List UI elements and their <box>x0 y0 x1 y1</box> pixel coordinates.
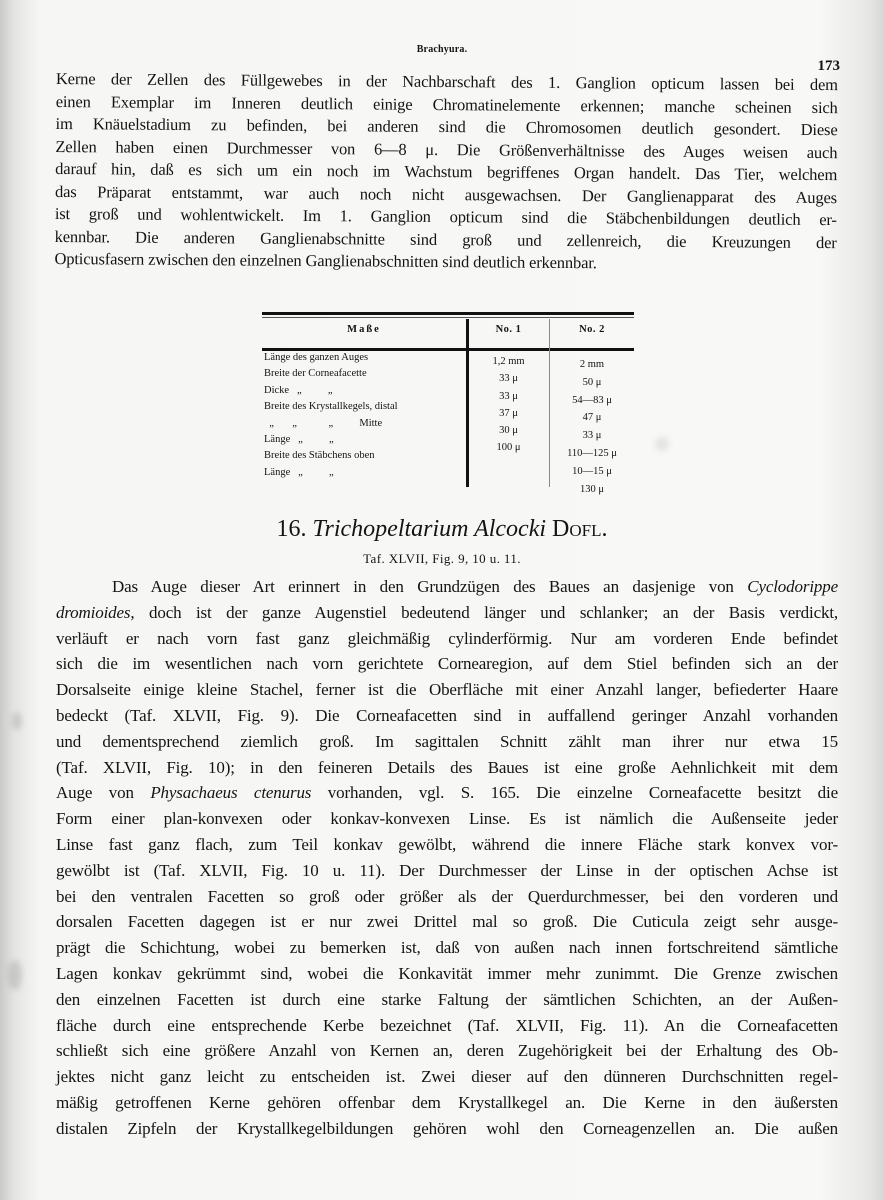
text-line: gewölbt ist (Taf. XLVII, Fig. 10 u. 11). Der Durchmesser der Linse in der optischen Achse ist <box>56 860 838 880</box>
table-cell-no1: 100 μ <box>496 442 521 454</box>
table-cell-no2: 33 μ <box>582 430 602 442</box>
text-run: Das Auge dieser Art erinnert in den Grundzügen des Baues an dasjenige von <box>112 577 748 596</box>
table-cell-no1: 37 μ <box>499 407 518 419</box>
scan-blot <box>8 960 22 990</box>
table-cell-no2: 110—125 μ <box>567 447 617 459</box>
text-line: mäßig getroffenen Kerne gehören offenbar dem Krystallkegel an. Die Kerne in den äußersten <box>56 1092 838 1112</box>
text-line: darauf hin, daß es sich um ein noch im Wachstum begriffenes Organ handelt. Das Tier, welchem <box>55 158 838 185</box>
table-cell-no1: 1,2 mm <box>492 356 525 367</box>
table-no1-column <box>468 353 549 491</box>
table-row-label: Länge „ „ <box>264 466 334 478</box>
text-line: Opticusfasern zwischen den einzelnen Ganglienabschnitten sind deutlich erkennbar. <box>54 248 597 273</box>
running-head: Brachyura. <box>416 44 468 55</box>
text-line: den einzelnen Facetten ist durch eine starke Faltung der sämtlichen Schichten, an der Außen- <box>56 989 838 1009</box>
species-italic: Physachaeus ctenurus <box>150 783 312 803</box>
table-cell-no2: 130 μ <box>579 483 604 495</box>
text-line: schließt sich eine größere Anzahl von Kernen an, deren Zugehörigkeit bei der Erhaltung des Ob- <box>56 1041 838 1061</box>
table-row-label: Länge „ „ <box>264 433 334 445</box>
text-line: einen Exemplar im Inneren deutlich einige Chromatinelemente erkennen; manche scheinen sich <box>55 91 838 117</box>
table-header-measure: Maße <box>347 324 381 335</box>
text-line: distalen Zipfeln der Krystallkegelbildungen gehören wohl den Corneagenzellen an. Die außen <box>56 1118 838 1138</box>
table-cell-no1: 33 μ <box>499 373 518 385</box>
text-line: Linse fast ganz flach, zum Teil konkav gewölbt, während die innere Fläche stark konvex vor- <box>56 834 838 854</box>
table-label-column <box>264 350 464 481</box>
table-row-label: Länge des ganzen Auges <box>264 352 369 363</box>
main-paragraph <box>56 574 838 1142</box>
top-paragraph <box>54 68 838 277</box>
table-header-no1: No. 1 <box>495 324 522 335</box>
text-line: (Taf. XLVII, Fig. 10); in den feineren Details des Baues ist eine große Aehnlichkeit mit dem <box>56 757 838 777</box>
table-row-label: Dicke „ „ <box>264 384 333 396</box>
table-cell-no2: 50 μ <box>582 376 602 388</box>
table-cell-no2: 10—15 μ <box>572 465 612 477</box>
text-line: Form einer plan-konvexen oder konkav-konvexen Linse. Es ist nämlich die Außenseite jeder <box>56 809 838 829</box>
text-line: dorsalen Facetten dagegen ist er nur zwei Drittel mal so groß. Die Cuticula zeigt sehr ausge- <box>56 912 838 932</box>
text-line: Lagen konkav gekrümmt sind, wobei die Konkavität immer mehr zunimmt. Die Grenze zwischen <box>56 963 838 983</box>
section-heading <box>0 516 884 543</box>
text-run: Auge von <box>56 783 151 803</box>
text-run: vorhanden, vgl. S. 165. Die einzelne Corneafacette besitzt die <box>311 783 838 803</box>
text-line: im Knäuelstadium zu befinden, bei anderen sind die Chromosomen deutlich gesondert. Diese <box>55 113 838 140</box>
table-top-rule <box>262 312 634 315</box>
scan-blot <box>655 437 669 451</box>
table-cell-no2: 2 mm <box>579 359 605 370</box>
table-row-label: Breite des Stäbchens oben <box>264 450 375 462</box>
table-row-label: Breite der Corneafacette <box>264 368 367 380</box>
table-row-label: „ „ „ Mitte <box>264 417 383 429</box>
text-line: Dorsalseite einige kleine Stachel, ferner ist die Oberfläche mit einer Anzahl langer, befiederter Haare <box>56 680 838 700</box>
table-cell-no1 <box>468 474 549 491</box>
page-number: 173 <box>817 58 840 74</box>
table-header-no2: No. 2 <box>579 324 605 335</box>
text-line: bei den ventralen Facetten so groß oder größer als der Querdurchmesser, bei den vorderen und <box>56 886 838 906</box>
table-cell-no2: 54—83 μ <box>572 394 612 406</box>
text-line: bedeckt (Taf. XLVII, Fig. 9). Die Corneafacetten sind in auffallend geringer Anzahl vorhanden <box>56 705 838 725</box>
text-line: sich die im wesentlichen nach vorn gerichtete Cornearegion, auf dem Stiel befinden sich an der <box>56 654 838 674</box>
section-number: 16. <box>276 516 307 542</box>
text-run: , doch ist der ganze Augenstiel bedeutend länger und schlanker; an der Basis verdickt, <box>130 602 838 622</box>
table-no2-column <box>550 356 634 498</box>
text-line: verläuft er nach vorn fast ganz gleichmäßig cylinderförmig. Nur am vorderen Ende befindet <box>56 628 838 648</box>
text-line: Kerne der Zellen des Füllgewebes in der Nachbarschaft des 1. Ganglion opticum lassen bei dem <box>55 68 838 95</box>
plate-reference: Taf. XLVII, Fig. 9, 10 u. 11. <box>363 551 521 566</box>
table-row-label: Breite des Krystallkegels, distal <box>264 401 398 413</box>
text-line: fläche durch eine entsprechende Kerbe bezeichnet (Taf. XLVII, Fig. 11). An die Corneafacetten <box>56 1015 838 1035</box>
text-line: und dementsprechend ziemlich groß. Im sagittalen Schnitt zählt man ihrer nur etwa 15 <box>56 731 838 751</box>
text-line: das Präparat entstammt, war auch noch nicht ausgewachsen. Der Ganglienapparat des Auges <box>54 181 838 207</box>
text-line: Zellen haben einen Durchmesser von 6—8 μ. Die Größenverhältnisse des Auges weisen auch <box>55 136 838 162</box>
text-line: kennbar. Die anderen Ganglienabschnitte sind groß und zellenreich, die Kreuzungen der <box>54 226 837 252</box>
species-author: Dofl. <box>552 516 608 542</box>
table-cell-no2: 47 μ <box>582 412 602 424</box>
text-line <box>56 574 838 600</box>
text-line: prägt die Schichtung, wobei zu bemerken ist, daß von außen nach innen fortschreitend sämtliche <box>56 938 838 958</box>
text-line: ist groß und wohlentwickelt. Im 1. Ganglion opticum sind die Stäbchenbildungen deutlich er- <box>54 203 837 230</box>
table-top-rule-thin <box>262 317 634 318</box>
table-cell-no1: 30 μ <box>499 425 518 437</box>
scan-blot <box>12 712 22 730</box>
text-line <box>56 600 838 626</box>
table-cell-no1: 33 μ <box>499 390 518 402</box>
species-name: Trichopeltarium Alcocki <box>312 516 547 542</box>
table-cell-no1 <box>468 457 549 474</box>
species-italic: Cyclodorippe <box>747 577 838 596</box>
text-line: jektes nicht ganz leicht zu entscheiden ist. Zwei dieser auf den dünneren Durchschnitten regel- <box>56 1067 838 1087</box>
text-line <box>56 780 838 806</box>
species-italic: dromioides <box>56 602 131 622</box>
